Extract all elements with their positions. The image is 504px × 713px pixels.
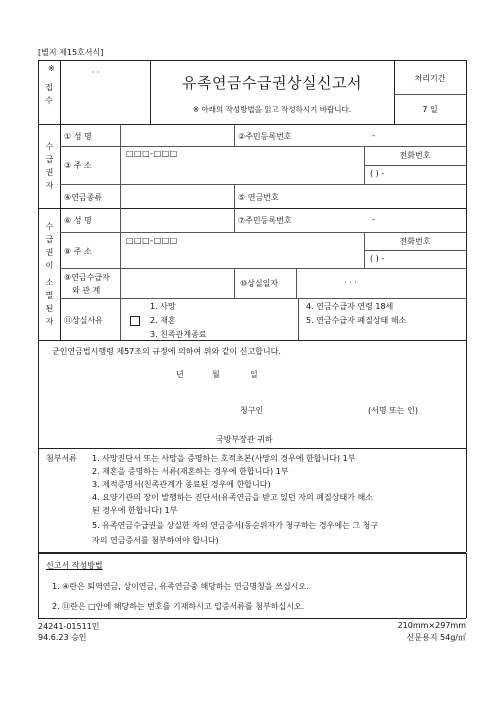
howto-right-line xyxy=(466,553,467,618)
receipt-label xyxy=(40,74,58,114)
attachment-item: 4. 요양기관의 장이 발행하는 진단서(유족연금을 받고 있던 자의 폐질상태가 해소 xyxy=(92,493,373,502)
side-char: 자 xyxy=(45,317,54,326)
recipient-phone-label: 전화번호 xyxy=(399,151,431,160)
side-char: 수 xyxy=(45,142,54,151)
receipt-char: 수 xyxy=(45,96,53,105)
footer-paper-type: 신문용지 54g/㎡ xyxy=(406,633,466,642)
attachment-item: 자의 연금증서를 첨부하여야 합니다) xyxy=(92,536,219,545)
receipt-divider xyxy=(60,60,61,124)
footer-approval: 94.6.23 승인 xyxy=(38,633,87,642)
addressee: 국방부장관 귀하 xyxy=(216,435,273,444)
form-label: [별지 제15호서식] xyxy=(38,48,104,57)
transferee-relation-label-1: ⑨연금수급자 xyxy=(64,273,110,282)
t-date-divider xyxy=(234,268,235,298)
footer-paper-size: 210mm×297mm xyxy=(397,621,466,630)
r-phone-mid xyxy=(364,165,466,166)
side-char: 소 xyxy=(45,278,54,287)
side-char: 권 xyxy=(45,248,54,257)
r-label-divider xyxy=(120,124,121,208)
side-char: 멸 xyxy=(45,291,54,300)
applicant-label: 청구인 xyxy=(240,406,264,415)
reason-item: 4. 연금수급자 연령 18세 xyxy=(306,302,394,311)
attachment-item: 3. 제적증명서(친족관계가 종료된 경우에 한합니다) xyxy=(92,480,271,489)
howto-title: 신고서 작성방법 xyxy=(46,561,103,570)
transferee-postal: □□□-□□□ xyxy=(126,236,178,245)
transferee-rrn-sep: - xyxy=(372,215,375,224)
processing-label: 처리기간 xyxy=(414,74,446,83)
side-char: 자 xyxy=(45,181,54,190)
transferee-addr-label: ⑧ 주 소 xyxy=(64,247,92,256)
processing-divider xyxy=(394,94,466,95)
side-char: 이 xyxy=(45,261,54,270)
howto-item: 2. ⑪란은 □안에 해당하는 번호를 기재하시고 입증서류를 첨부하십시오. xyxy=(52,602,305,611)
signature-label: (서명 또는 인) xyxy=(368,406,418,415)
reason-item: 1. 사망 xyxy=(150,302,176,311)
recipient-pension-no-label: ⑤ 연금번호 xyxy=(238,193,279,202)
transferee-rrn-label: ⑦주민등록번호 xyxy=(238,216,292,225)
side-char: 수 xyxy=(45,222,54,231)
date-day: 일 xyxy=(250,370,258,379)
recipient-addr-label: ③ 주 소 xyxy=(64,161,92,170)
declaration-text: 군인연금법시행령 제57조의 규정에 의하여 위와 같이 신고합니다. xyxy=(52,347,281,356)
transferee-phone-label: 전화번호 xyxy=(399,237,431,246)
howto-bottom-line xyxy=(38,618,466,619)
frame-right-line xyxy=(466,60,467,552)
attachment-item: 1. 사망진단서 또는 사망을 증명하는 호적초본(사망의 경우에 한합니다) 1부 xyxy=(92,454,356,463)
recipient-pension-type-label: ④연금종류 xyxy=(64,193,103,202)
attachment-item: 2. 재혼을 증명하는 서류(재혼하는 경우에 한합니다) 1부 xyxy=(92,467,289,476)
declaration-bottom-line xyxy=(38,448,466,449)
recipient-bottom-line xyxy=(38,208,466,209)
transferee-reason-label: ⑪상실사유 xyxy=(64,316,103,325)
recipient-phone-format: ( ) - xyxy=(370,169,385,178)
receipt-dots: · · xyxy=(92,68,100,77)
recipient-side-label xyxy=(39,124,60,208)
reason-item: 5. 연금수급자 폐질상태 해소 xyxy=(306,316,407,325)
date-year: 년 xyxy=(176,370,184,379)
transferee-loss-date-format: · · · xyxy=(344,278,357,287)
t-rrn-divider xyxy=(234,208,235,232)
footer-form-number: 24241-01511민 xyxy=(38,622,100,631)
transferee-relation-label-2: 와 관 계 xyxy=(72,286,101,295)
side-char: 권 xyxy=(45,168,54,177)
howto-left-line xyxy=(38,553,39,618)
receipt-symbol: ※ xyxy=(48,64,55,73)
attachment-item: 5. 유족연금수급권을 상실한 자의 연금증서(동순위자가 청구하는 경우에는 그 청구 xyxy=(92,521,379,530)
side-char: 급 xyxy=(45,235,54,244)
howto-item: 1. ④란은 퇴역연금, 상이연금, 유족연금중 해당하는 연금명칭을 쓰십시오. xyxy=(52,582,309,591)
attachment-item: 된 경우에 한합니다) 1부 xyxy=(92,506,178,515)
instruction-text: ※ 아래의 작성방법을 읽고 작성하시기 바랍니다. xyxy=(192,105,352,114)
transferee-bottom-line xyxy=(38,340,466,341)
t-reason-divider xyxy=(298,298,299,340)
recipient-name-label: ① 성 명 xyxy=(64,132,92,141)
processing-value: 7 일 xyxy=(422,105,438,114)
reason-item: 2. 재혼 xyxy=(150,316,176,325)
reason-item: 3. 친족관계종료 xyxy=(150,330,207,339)
r-pno-divider xyxy=(234,184,235,208)
t-phone-mid xyxy=(364,250,466,251)
t-label-divider xyxy=(120,208,121,340)
frame-top-line xyxy=(38,60,466,61)
transferee-side-label xyxy=(39,208,60,340)
transferee-loss-date-label: ⑩상실일자 xyxy=(240,279,279,288)
header-bottom-line xyxy=(38,124,466,125)
attachments-bottom-line xyxy=(38,553,466,554)
attachments-label: 첨부서류 xyxy=(46,454,77,463)
t-date-label-divider xyxy=(296,268,297,298)
transferee-phone-format: ( ) - xyxy=(370,254,385,263)
recipient-rrn-label: ②주민등록번호 xyxy=(238,132,292,141)
recipient-rrn-sep: - xyxy=(372,131,375,140)
receipt-char: 접 xyxy=(45,83,53,92)
transferee-name-label: ⑥ 성 명 xyxy=(64,216,92,225)
side-char: 급 xyxy=(45,155,54,164)
side-char: 된 xyxy=(45,304,54,313)
form-title: 유족연금수급권상실신고서 xyxy=(182,74,362,92)
recipient-postal: □□□-□□□ xyxy=(126,149,178,158)
r-rrn-divider xyxy=(234,124,235,146)
date-month: 월 xyxy=(212,370,220,379)
reason-checkbox[interactable] xyxy=(130,316,140,326)
